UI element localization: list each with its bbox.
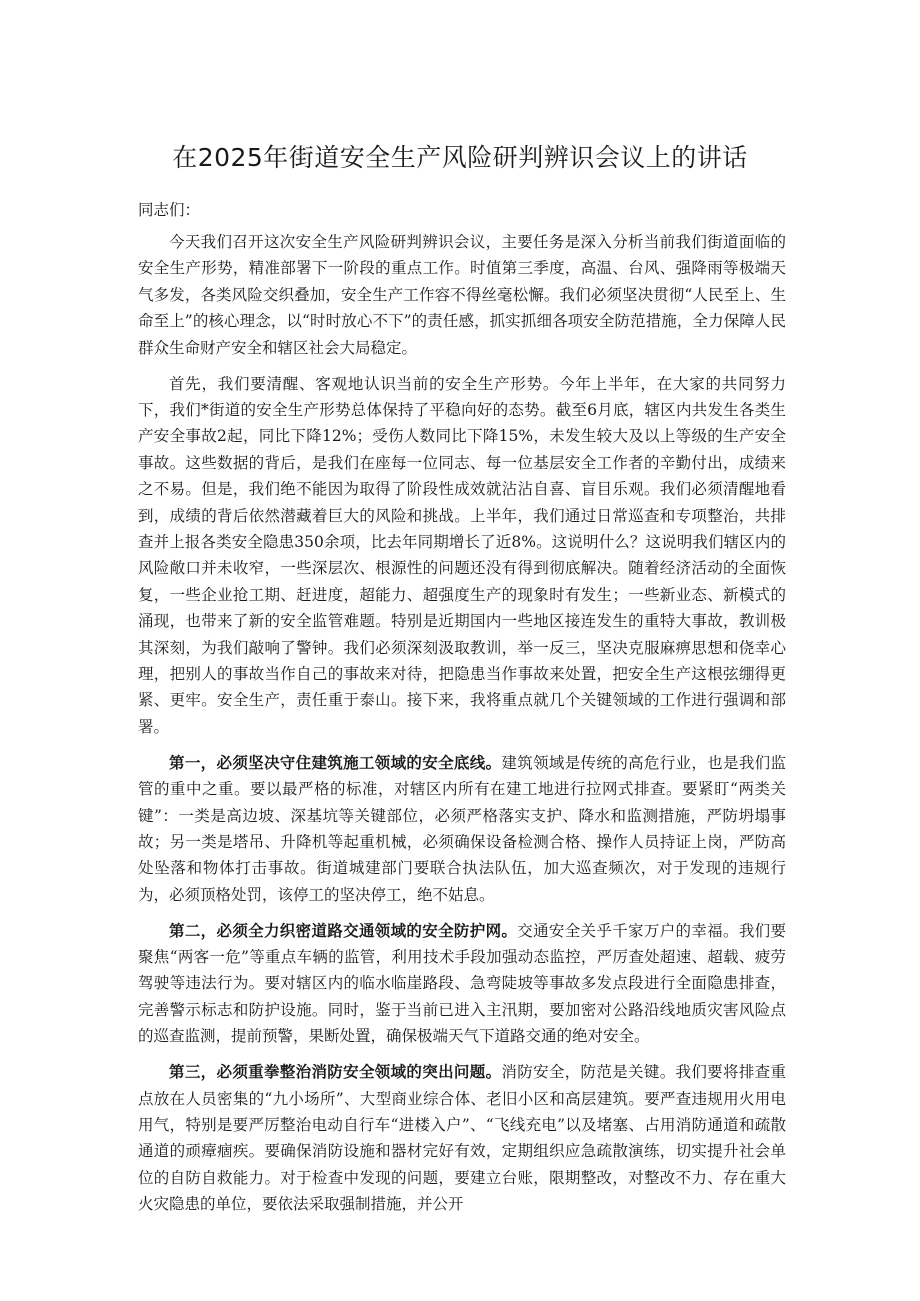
- paragraph-fire-safety: [138, 1059, 786, 1217]
- paragraph-opening: [138, 229, 786, 361]
- paragraph-text: 今天我们召开这次安全生产风险研判辨识会议，主要任务是深入分析当前我们街道面临的安全生产形势，精准部署下一阶段的重点工作。时值第三季度，高温、台风、强降雨等极端天气多发，各类风险交织叠加，安全生产工作容不得丝毫松懈。我们必须坚决贯彻“人民至上、生命至上”的核心理念，以“时时放心不下”的责任感，抓实抓细各项安全防范措施，全力保障人民群众生命财产安全和辖区社会大局稳定。: [138, 233, 786, 357]
- paragraph-text: 建筑领域是传统的高危行业，也是我们监管的重中之重。要以最严格的标准，对辖区内所有在建工地进行拉网式排查。要紧盯“两类关键”：一类是高边坡、深基坑等关键部位，必须严格落实支护、降水和监测措施，严防坍塌事故；另一类是塔吊、升降机等起重机械，必须确保设备检测合格、操作人员持证上岗，严防高处坠落和物体打击事故。街道城建部门要联合执法队伍，加大巡查频次，对于发现的违规行为，必须顶格处罚，该停工的坚决停工，绝不姑息。: [138, 753, 786, 904]
- paragraph-construction: [138, 750, 786, 908]
- paragraph-text: 首先，我们要清醒、客观地认识当前的安全生产形势。今年上半年，在大家的共同努力下，我们*街道的安全生产形势总体保持了平稳向好的态势。截至6月底，辖区内共发生各类生产安全事故2起，同比下降12%；受伤人数同比下降15%，未发生较大及以上等级的生产安全事故。这些数据的背后，是我们在座每一位同志、每一位基层安全工作者的辛勤付出，成绩来之不易。但是，我们绝不能因为取得了阶段性成效就沾沾自喜、盲目乐观。我们必须清醒地看到，成绩的背后依然潜藏着巨大的风险和挑战。上半年，我们通过日常巡查和专项整治，共排查并上报各类安全隐患350余项，比去年同期增长了近8%。这说明什么？这说明我们辖区内的风险敞口并未收窄，一些深层次、根源性的问题还没有得到彻底解决。随着经济活动的全面恢复，一些企业抢工期、赶进度，超能力、超强度生产的现象时有发生；一些新业态、新模式的涌现，也带来了新的安全监管难题。特别是近期国内一些地区接连发生的重特大事故，教训极其深刻，为我们敲响了警钟。我们必须深刻汲取教训，举一反三，坚决克服麻痹思想和侥幸心理，把别人的事故当作自己的事故来对待，把隐患当作事故来处置，把安全生产这根弦绷得更紧、更牢。安全生产，责任重于泰山。接下来，我将重点就几个关键领域的工作进行强调和部署。: [138, 374, 786, 736]
- paragraph-text: 消防安全，防范是关键。我们要将排查重点放在人员密集的“九小场所”、大型商业综合体、老旧小区和高层建筑。要严查违规用火用电用气，特别是要严厉整治电动自行车“进楼入户”、“飞线充电”以及堵塞、占用消防通道和疏散通道的顽瘴痼疾。要确保消防设施和器材完好有效，定期组织应急疏散演练，切实提升社会单位的自防自救能力。对于检查中发现的问题，要建立台账，限期整改，对整改不力、存在重大火灾隐患的单位，要依法采取强制措施，并公开: [138, 1063, 786, 1214]
- salutation: 同志们：: [138, 201, 201, 219]
- paragraph-situation: [138, 371, 786, 741]
- document-title: 在2025年街道安全生产风险研判辨识会议上的讲话: [172, 143, 748, 172]
- paragraph-lead: 第一，必须坚决守住建筑施工领域的安全底线。: [169, 752, 502, 772]
- paragraph-lead: 第二，必须全力织密道路交通领域的安全防护网。: [169, 920, 518, 940]
- paragraph-text: 交通安全关乎千家万户的幸福。我们要聚焦“两客一危”等重点车辆的监管，利用技术手段加强动态监控，严厉查处超速、超载、疲劳驾驶等违法行为。要对辖区内的临水临崖路段、急弯陡坡等事故多发点段进行全面隐患排查，完善警示标志和防护设施。同时，鉴于当前已进入主汛期，要加密对公路沿线地质灾害风险点的巡查监测，提前预警，果断处置，确保极端天气下道路交通的绝对安全。: [138, 921, 786, 1046]
- paragraph-traffic: [138, 918, 786, 1050]
- document-body: [138, 229, 786, 1227]
- paragraph-lead: 第三，必须重拳整治消防安全领域的突出问题。: [169, 1062, 502, 1082]
